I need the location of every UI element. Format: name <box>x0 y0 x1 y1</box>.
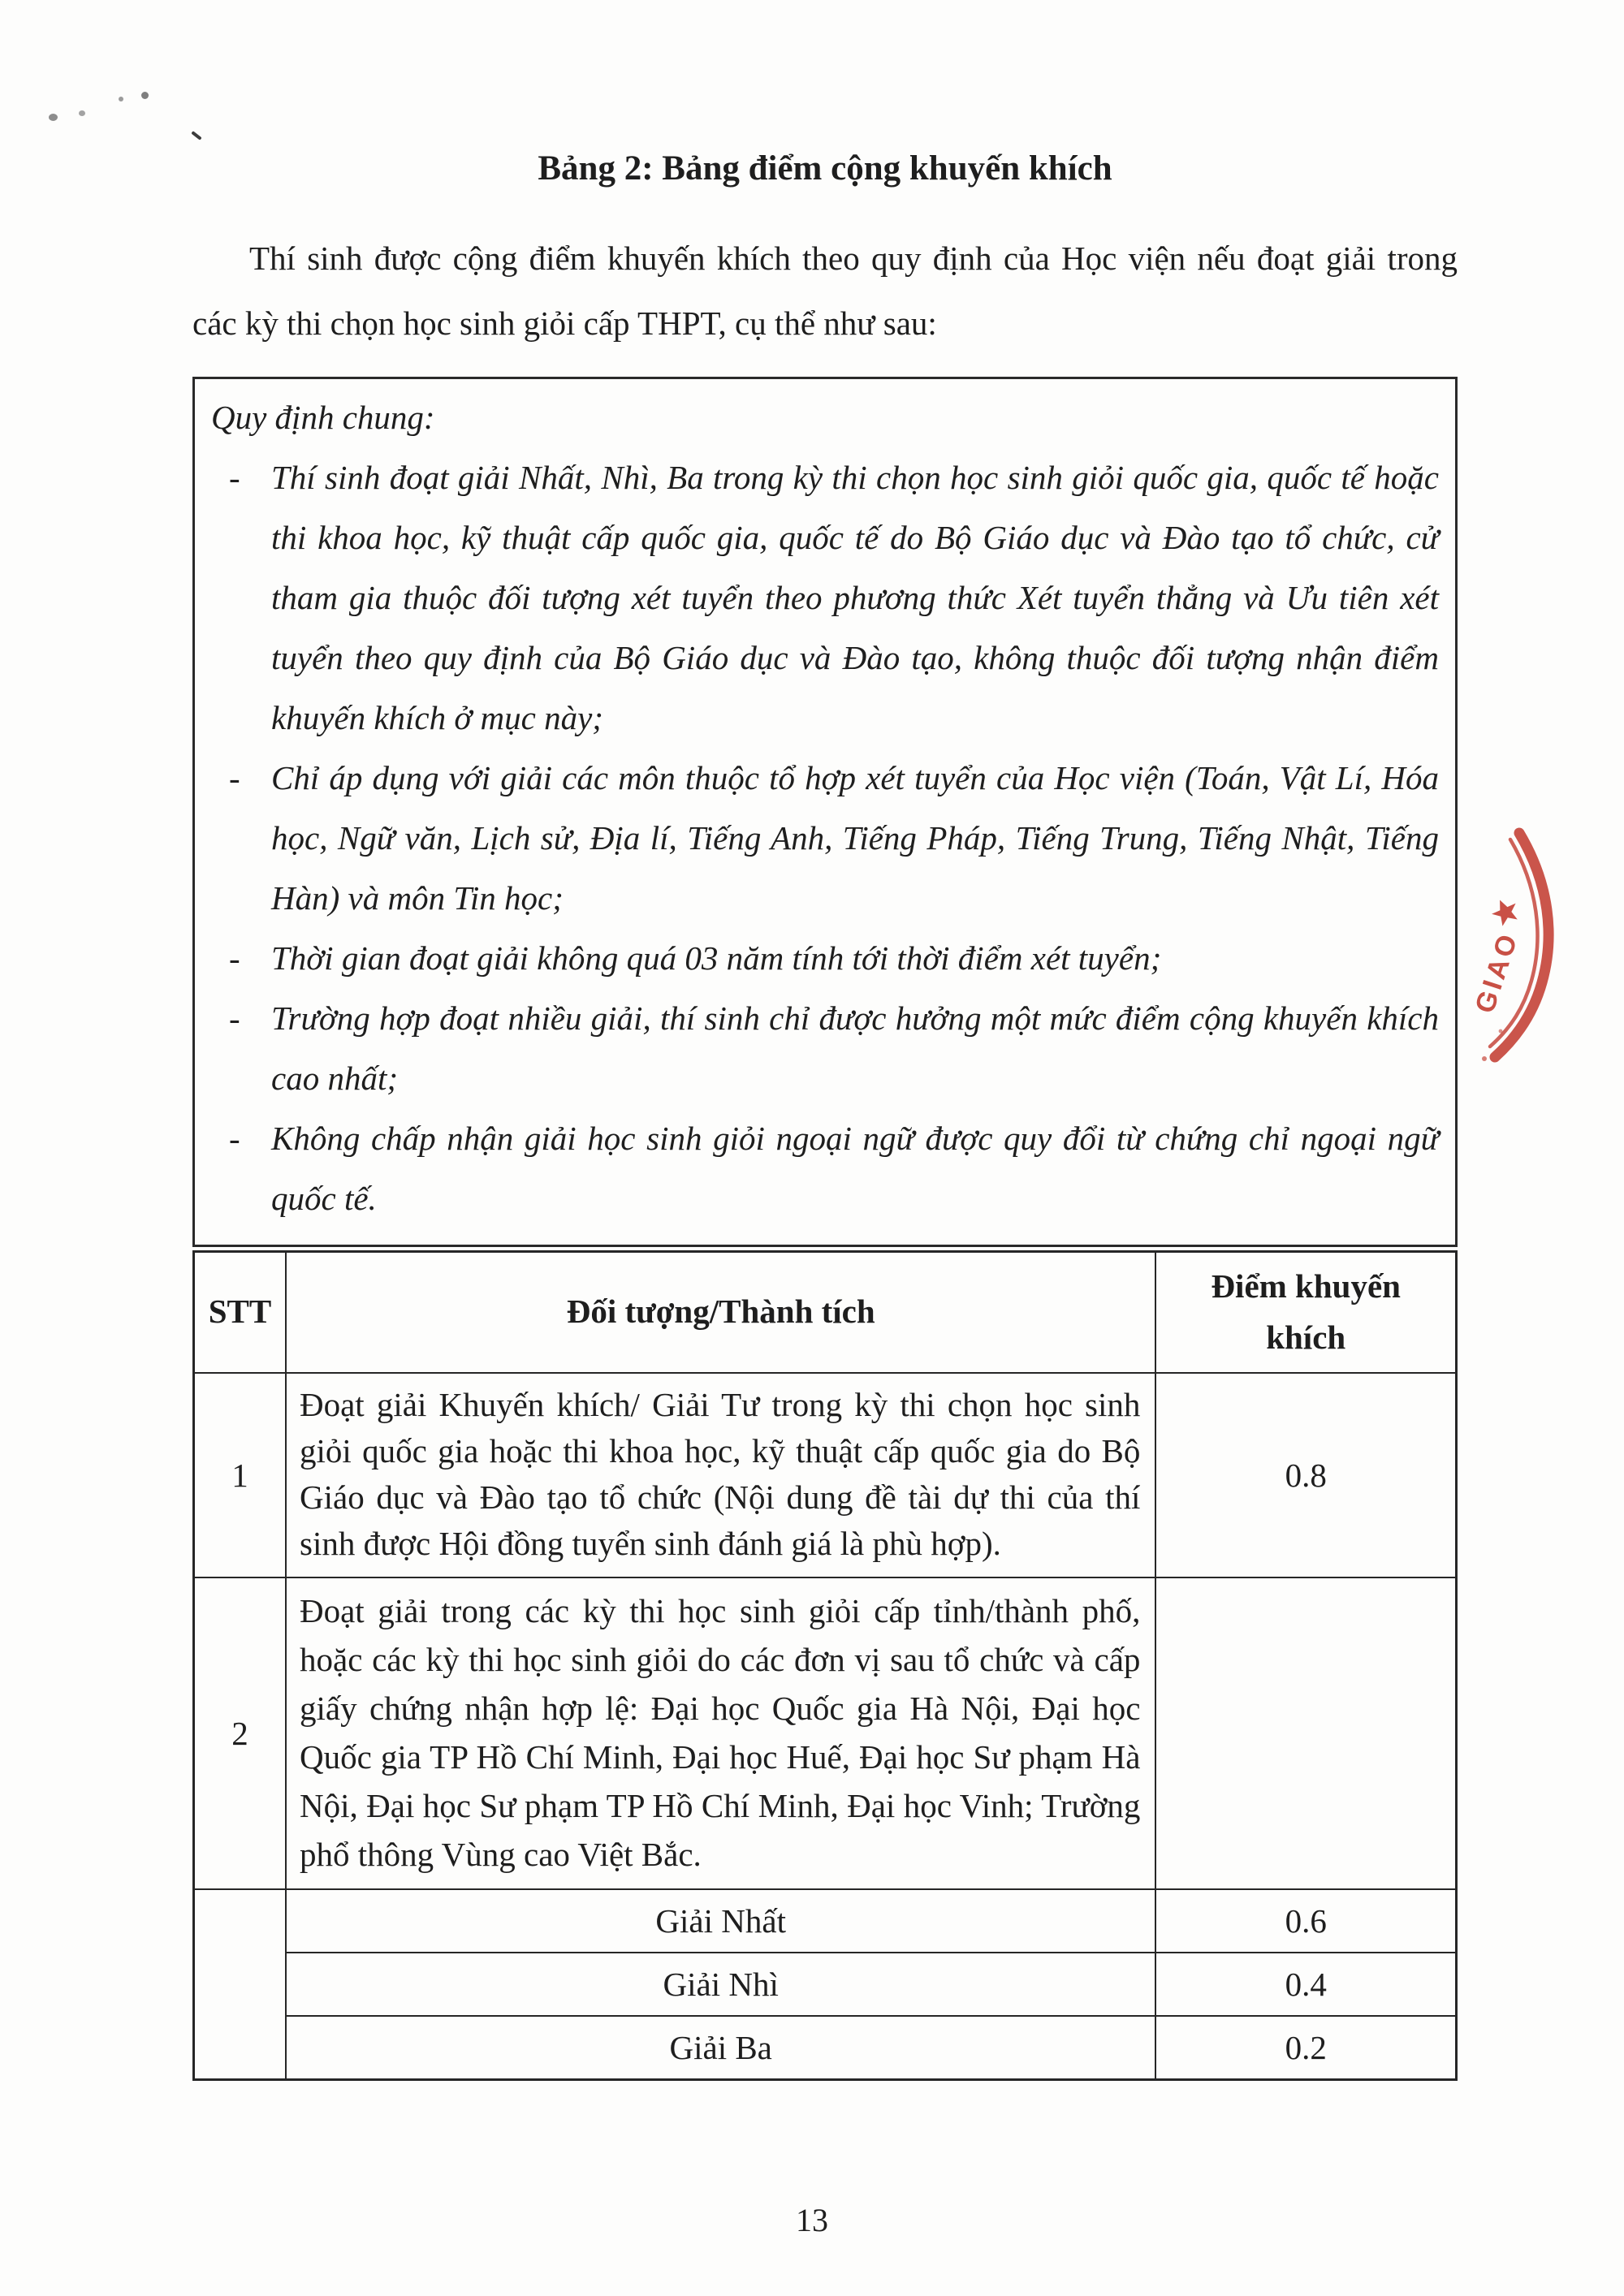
row-stt: 2 <box>194 1577 287 1889</box>
page-number: 13 <box>796 2202 828 2238</box>
prize-label: Giải Nhì <box>286 1953 1155 2016</box>
prize-points: 0.4 <box>1155 1953 1456 2016</box>
rule-item <box>209 1108 1439 1228</box>
bullet-dash: - <box>229 1119 240 1157</box>
bullet-dash: - <box>229 458 240 496</box>
rules-heading: Quy định chung: <box>211 398 435 436</box>
bullet-dash: - <box>229 939 240 977</box>
row-points <box>1155 1577 1456 1889</box>
intro-paragraph: Thí sinh được cộng điểm khuyến khích theo quy định của Học viện nếu đoạt giải trong các kỳ thi chọn học sinh giỏi cấp THPT, cụ thể như sau: <box>192 239 1458 342</box>
rule-item <box>209 447 1439 748</box>
header-stt: STT <box>194 1251 287 1373</box>
rule-text: Trường hợp đoạt nhiều giải, thí sinh chỉ được hưởng một mức điểm cộng khuyến khích cao nhất; <box>271 999 1439 1097</box>
table-header-row <box>194 1251 1457 1373</box>
row-stt: 1 <box>194 1373 287 1577</box>
bullet-dash: - <box>229 999 240 1037</box>
header-subject: Đối tượng/Thành tích <box>286 1251 1155 1373</box>
rule-text: Chỉ áp dụng với giải các môn thuộc tổ hợp xét tuyển của Học viện (Toán, Vật Lí, Hóa học, Ngữ văn, Lịch sử, Địa lí, Tiếng Anh, Tiếng Pháp, Tiếng Trung, Tiếng Nhật, Tiếng Hàn) và môn Tin học; <box>271 758 1439 917</box>
prize-points: 0.6 <box>1155 1889 1456 1953</box>
header-points: Điểm khuyến khích <box>1155 1251 1456 1373</box>
rule-text: Thời gian đoạt giải không quá 03 năm tính tới thời điểm xét tuyển; <box>271 939 1162 977</box>
scan-speck <box>141 92 149 99</box>
row-description: Đoạt giải trong các kỳ thi học sinh giỏi cấp tỉnh/thành phố, hoặc các kỳ thi học sinh giỏi do các đơn vị sau tổ chức và cấp giấy chứng nhận hợp lệ: Đại học Quốc gia Hà Nội, Đại học Quốc gia TP Hồ Chí Minh, Đại học Huế, Đại học Sư phạm Hà Nội, Đại học Sư phạm TP Hồ Chí Minh, Đại học Vinh; Trường phổ thông Vùng cao Việt Bắc. <box>286 1577 1155 1889</box>
table-row <box>194 2016 1457 2080</box>
page-content <box>192 0 1458 2081</box>
stamp-text: GIAO <box>1473 927 1525 1017</box>
general-rules-box <box>192 377 1458 1247</box>
rule-text: Không chấp nhận giải học sinh giỏi ngoại ngữ được quy đổi từ chứng chỉ ngoại ngữ quốc tế. <box>271 1119 1439 1217</box>
page-title: Bảng 2: Bảng điểm cộng khuyến khích <box>538 149 1112 188</box>
scan-speck <box>79 110 85 116</box>
rule-item <box>209 928 1439 988</box>
rule-item <box>209 988 1439 1108</box>
row-points: 0.8 <box>1155 1373 1456 1577</box>
table-row <box>194 1577 1457 1889</box>
bullet-dash: - <box>229 758 240 796</box>
table-row <box>194 1889 1457 1953</box>
prize-label: Giải Nhất <box>286 1889 1155 1953</box>
bonus-points-table <box>192 1250 1458 2081</box>
scan-speck <box>119 97 123 101</box>
scan-speck <box>49 114 58 121</box>
stamp-arc-icon <box>1473 826 1556 1064</box>
rule-text: Thí sinh đoạt giải Nhất, Nhì, Ba trong kỳ thi chọn học sinh giỏi quốc gia, quốc tế hoặc thi khoa học, kỹ thuật cấp quốc gia, quốc tế do Bộ Giáo dục và Đào tạo tổ chức, cử tham gia thuộc đối tượng xét tuyển theo phương thức Xét tuyển thẳng và Ưu tiên xét tuyển theo quy định của Bộ Giáo dục và Đào tạo, không thuộc đối tượng nhận điểm khuyến khích ở mục này; <box>271 458 1439 736</box>
row-description: Đoạt giải Khuyến khích/ Giải Tư trong kỳ thi chọn học sinh giỏi quốc gia hoặc thi khoa học, kỹ thuật cấp quốc gia do Bộ Giáo dục và Đào tạo tổ chức (Nội dung đề tài dự thi của thí sinh được Hội đồng tuyển sinh đánh giá là phù hợp). <box>286 1373 1155 1577</box>
table-row <box>194 1373 1457 1577</box>
prize-points: 0.2 <box>1155 2016 1456 2080</box>
red-stamp-fragment <box>1473 826 1556 1064</box>
rule-item <box>209 748 1439 928</box>
table-row <box>194 1953 1457 2016</box>
prize-label: Giải Ba <box>286 2016 1155 2080</box>
star-icon <box>1488 895 1522 928</box>
row-stt-empty <box>194 1889 287 2080</box>
